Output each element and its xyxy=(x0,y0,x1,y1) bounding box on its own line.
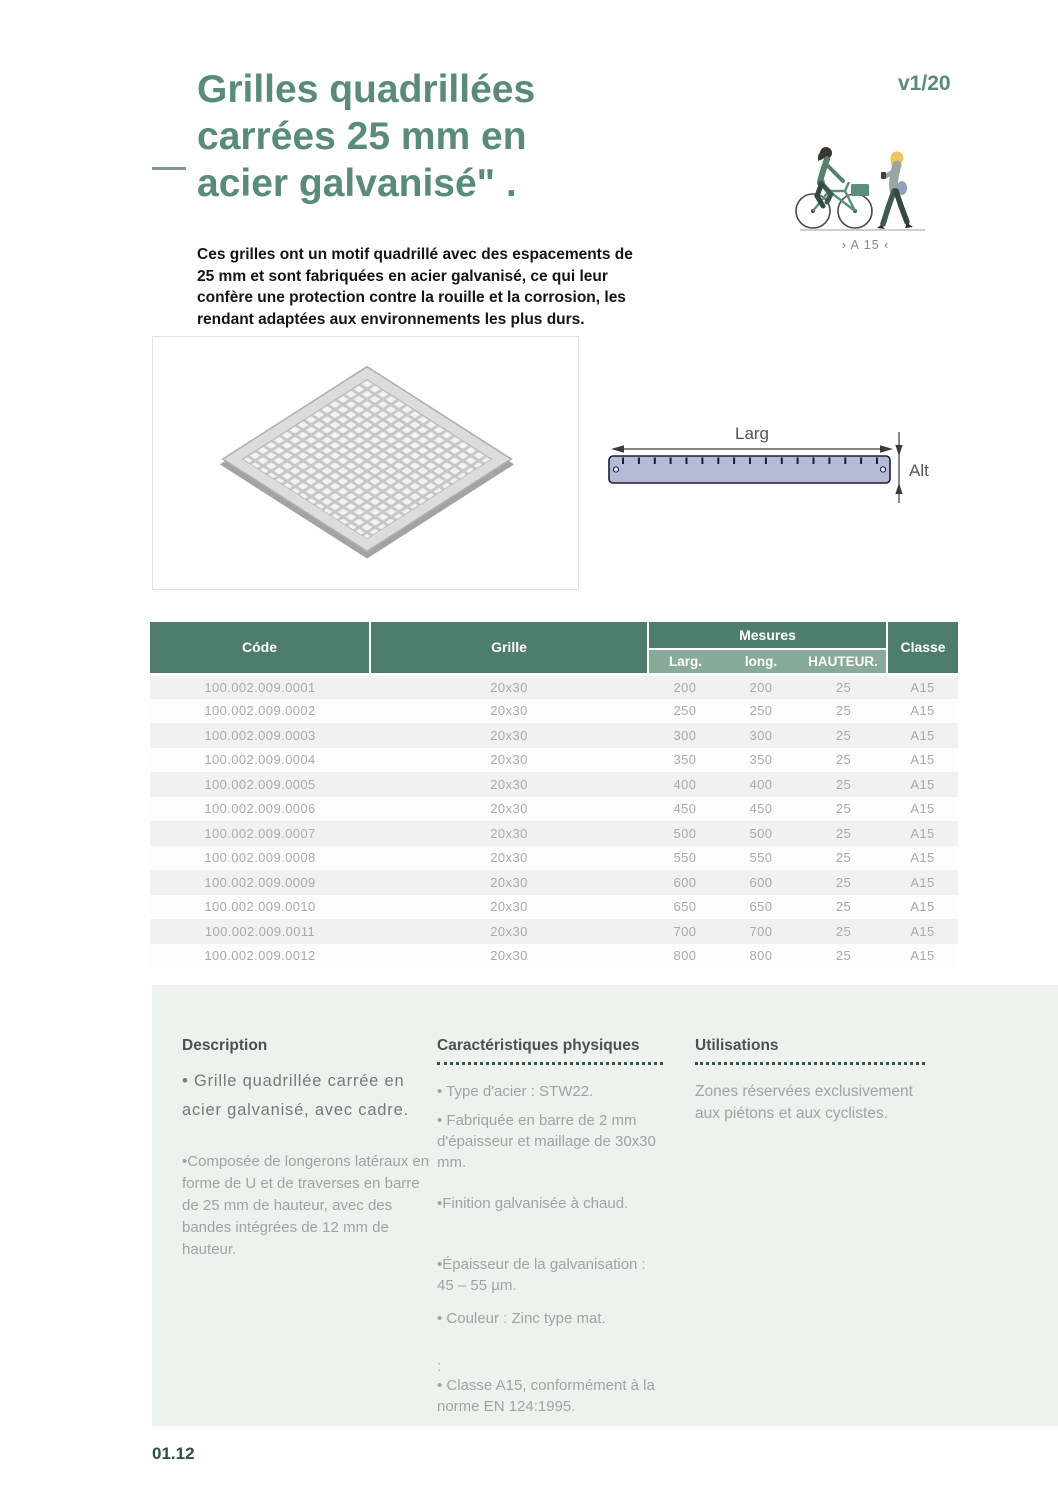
cell-classe: A15 xyxy=(887,846,958,871)
cyclist-pedestrian-illustration xyxy=(793,136,938,236)
characteristics-item: •Épaisseur de la galvanisation : 45 – 55 µm. xyxy=(437,1256,646,1294)
cell-grille: 20x30 xyxy=(370,919,648,944)
header-larg: Larg. xyxy=(648,649,722,674)
cell-hauteur: 25 xyxy=(800,797,887,822)
pedestrian-figure xyxy=(877,152,913,230)
table-row xyxy=(150,870,958,895)
cell-hauteur: 25 xyxy=(800,674,887,699)
cell-grille: 20x30 xyxy=(370,748,648,773)
header-hauteur: HAUTEUR. xyxy=(800,649,887,674)
cell-grille: 20x30 xyxy=(370,821,648,846)
page-number: 01.12 xyxy=(152,1444,195,1463)
table-body xyxy=(150,674,958,968)
header-mesures: Mesures xyxy=(648,622,887,649)
cell-long: 700 xyxy=(722,919,800,944)
table-row xyxy=(150,846,958,871)
cell-grille: 20x30 xyxy=(370,870,648,895)
table-row xyxy=(150,723,958,748)
usages-heading: Utilisations xyxy=(695,1037,925,1065)
width-dimension-label: Larg xyxy=(734,424,770,443)
info-panel xyxy=(152,985,1058,1426)
page-title-line-2: carrées 25 mm en xyxy=(197,115,527,158)
cell-hauteur: 25 xyxy=(800,870,887,895)
cell-code: 100.002.009.0007 xyxy=(150,821,370,846)
cell-larg: 450 xyxy=(648,797,722,822)
cell-code: 100.002.009.0003 xyxy=(150,723,370,748)
table-row xyxy=(150,748,958,773)
cell-classe: A15 xyxy=(887,944,958,969)
cell-classe: A15 xyxy=(887,797,958,822)
cell-long: 550 xyxy=(722,846,800,871)
table-row xyxy=(150,821,958,846)
cell-long: 400 xyxy=(722,772,800,797)
cell-larg: 700 xyxy=(648,919,722,944)
header-code: Códe xyxy=(150,622,370,674)
cell-grille: 20x30 xyxy=(370,895,648,920)
header-grille: Grille xyxy=(370,622,648,674)
cell-larg: 650 xyxy=(648,895,722,920)
height-dimension-label: Alt xyxy=(909,461,929,480)
characteristics-item: • Classe A15, conformément à la norme EN 124:1995. xyxy=(437,1377,655,1415)
cell-code: 100.002.009.0012 xyxy=(150,944,370,969)
cell-code: 100.002.009.0004 xyxy=(150,748,370,773)
description-item: •Composée de longerons latéraux en forme de U et de traverses en barre de 25 mm de hauteur, avec des bandes intégrées de 12 mm de hauteur. xyxy=(182,1153,430,1258)
header-long: long. xyxy=(722,649,800,674)
characteristics-section xyxy=(437,1037,663,1417)
page-title xyxy=(197,66,717,207)
cell-code: 100.002.009.0006 xyxy=(150,797,370,822)
table-row xyxy=(150,772,958,797)
table-row xyxy=(150,674,958,699)
cell-larg: 400 xyxy=(648,772,722,797)
page-title-line-1: Grilles quadrillées xyxy=(197,68,536,111)
header-classe: Classe xyxy=(887,622,958,674)
cell-larg: 350 xyxy=(648,748,722,773)
cell-grille: 20x30 xyxy=(370,772,648,797)
cell-classe: A15 xyxy=(887,870,958,895)
cell-long: 600 xyxy=(722,870,800,895)
cell-code: 100.002.009.0001 xyxy=(150,674,370,699)
table-row xyxy=(150,944,958,969)
cell-classe: A15 xyxy=(887,699,958,724)
cell-classe: A15 xyxy=(887,748,958,773)
table-row xyxy=(150,919,958,944)
cell-hauteur: 25 xyxy=(800,772,887,797)
title-dash xyxy=(152,167,186,170)
usages-text: Zones réservées exclusivement aux piétons et aux cyclistes. xyxy=(695,1083,913,1122)
cell-long: 800 xyxy=(722,944,800,969)
cell-long: 500 xyxy=(722,821,800,846)
cell-long: 300 xyxy=(722,723,800,748)
cell-long: 200 xyxy=(722,674,800,699)
cell-classe: A15 xyxy=(887,723,958,748)
cell-grille: 20x30 xyxy=(370,797,648,822)
characteristics-item: • Fabriquée en barre de 2 mm d'épaisseur et maillage de 30x30 mm. xyxy=(437,1112,656,1171)
cell-code: 100.002.009.0002 xyxy=(150,699,370,724)
cell-code: 100.002.009.0010 xyxy=(150,895,370,920)
characteristics-item: •Finition galvanisée à chaud. xyxy=(437,1195,629,1212)
dimension-diagram xyxy=(597,420,942,515)
grille-photo xyxy=(153,337,577,588)
cell-code: 100.002.009.0009 xyxy=(150,870,370,895)
cell-larg: 550 xyxy=(648,846,722,871)
product-image-box xyxy=(152,336,579,590)
cell-long: 350 xyxy=(722,748,800,773)
table-header xyxy=(150,622,958,674)
cell-grille: 20x30 xyxy=(370,944,648,969)
cell-hauteur: 25 xyxy=(800,944,887,969)
cell-code: 100.002.009.0005 xyxy=(150,772,370,797)
table-row xyxy=(150,699,958,724)
cell-hauteur: 25 xyxy=(800,748,887,773)
version-label: v1/20 xyxy=(898,72,951,95)
cell-larg: 300 xyxy=(648,723,722,748)
usages-section xyxy=(695,1037,925,1125)
cell-code: 100.002.009.0008 xyxy=(150,846,370,871)
characteristics-item: : xyxy=(437,1358,442,1375)
cyclist-figure xyxy=(817,147,843,206)
cell-classe: A15 xyxy=(887,674,958,699)
cell-larg: 800 xyxy=(648,944,722,969)
cell-classe: A15 xyxy=(887,772,958,797)
cell-larg: 600 xyxy=(648,870,722,895)
table-row xyxy=(150,895,958,920)
cell-long: 450 xyxy=(722,797,800,822)
cell-grille: 20x30 xyxy=(370,674,648,699)
cell-larg: 500 xyxy=(648,821,722,846)
bicycle-icon xyxy=(796,180,872,228)
cell-hauteur: 25 xyxy=(800,919,887,944)
description-section xyxy=(182,1037,436,1261)
cell-larg: 250 xyxy=(648,699,722,724)
cell-grille: 20x30 xyxy=(370,723,648,748)
cell-grille: 20x30 xyxy=(370,699,648,724)
cell-hauteur: 25 xyxy=(800,723,887,748)
cell-grille: 20x30 xyxy=(370,846,648,871)
cell-classe: A15 xyxy=(887,919,958,944)
characteristics-heading: Caractéristiques physiques xyxy=(437,1037,663,1065)
intro-paragraph: Ces grilles ont un motif quadrillé avec des espacements de 25 mm et sont fabriquées en acier galvanisé, ce qui leur confère une protection contre la rouille et la corrosion, les rendant adaptées aux environnements les plus durs. xyxy=(197,246,633,328)
cell-classe: A15 xyxy=(887,895,958,920)
page-title-line-3: acier galvanisé" . xyxy=(197,162,517,205)
illustration-caption: › A 15 ‹ xyxy=(841,238,890,252)
cell-larg: 200 xyxy=(648,674,722,699)
characteristics-item: • Couleur : Zinc type mat. xyxy=(437,1310,606,1327)
characteristics-item: • Type d'acier : STW22. xyxy=(437,1083,594,1100)
spec-table xyxy=(150,622,958,968)
cell-hauteur: 25 xyxy=(800,895,887,920)
cell-code: 100.002.009.0011 xyxy=(150,919,370,944)
cell-hauteur: 25 xyxy=(800,846,887,871)
cell-long: 250 xyxy=(722,699,800,724)
table-row xyxy=(150,797,958,822)
cell-hauteur: 25 xyxy=(800,821,887,846)
cell-long: 650 xyxy=(722,895,800,920)
description-heading: Description xyxy=(182,1037,268,1054)
cell-hauteur: 25 xyxy=(800,699,887,724)
description-item: • Grille quadrillée carrée en acier galvanisé, avec cadre. xyxy=(182,1072,409,1119)
cell-classe: A15 xyxy=(887,821,958,846)
